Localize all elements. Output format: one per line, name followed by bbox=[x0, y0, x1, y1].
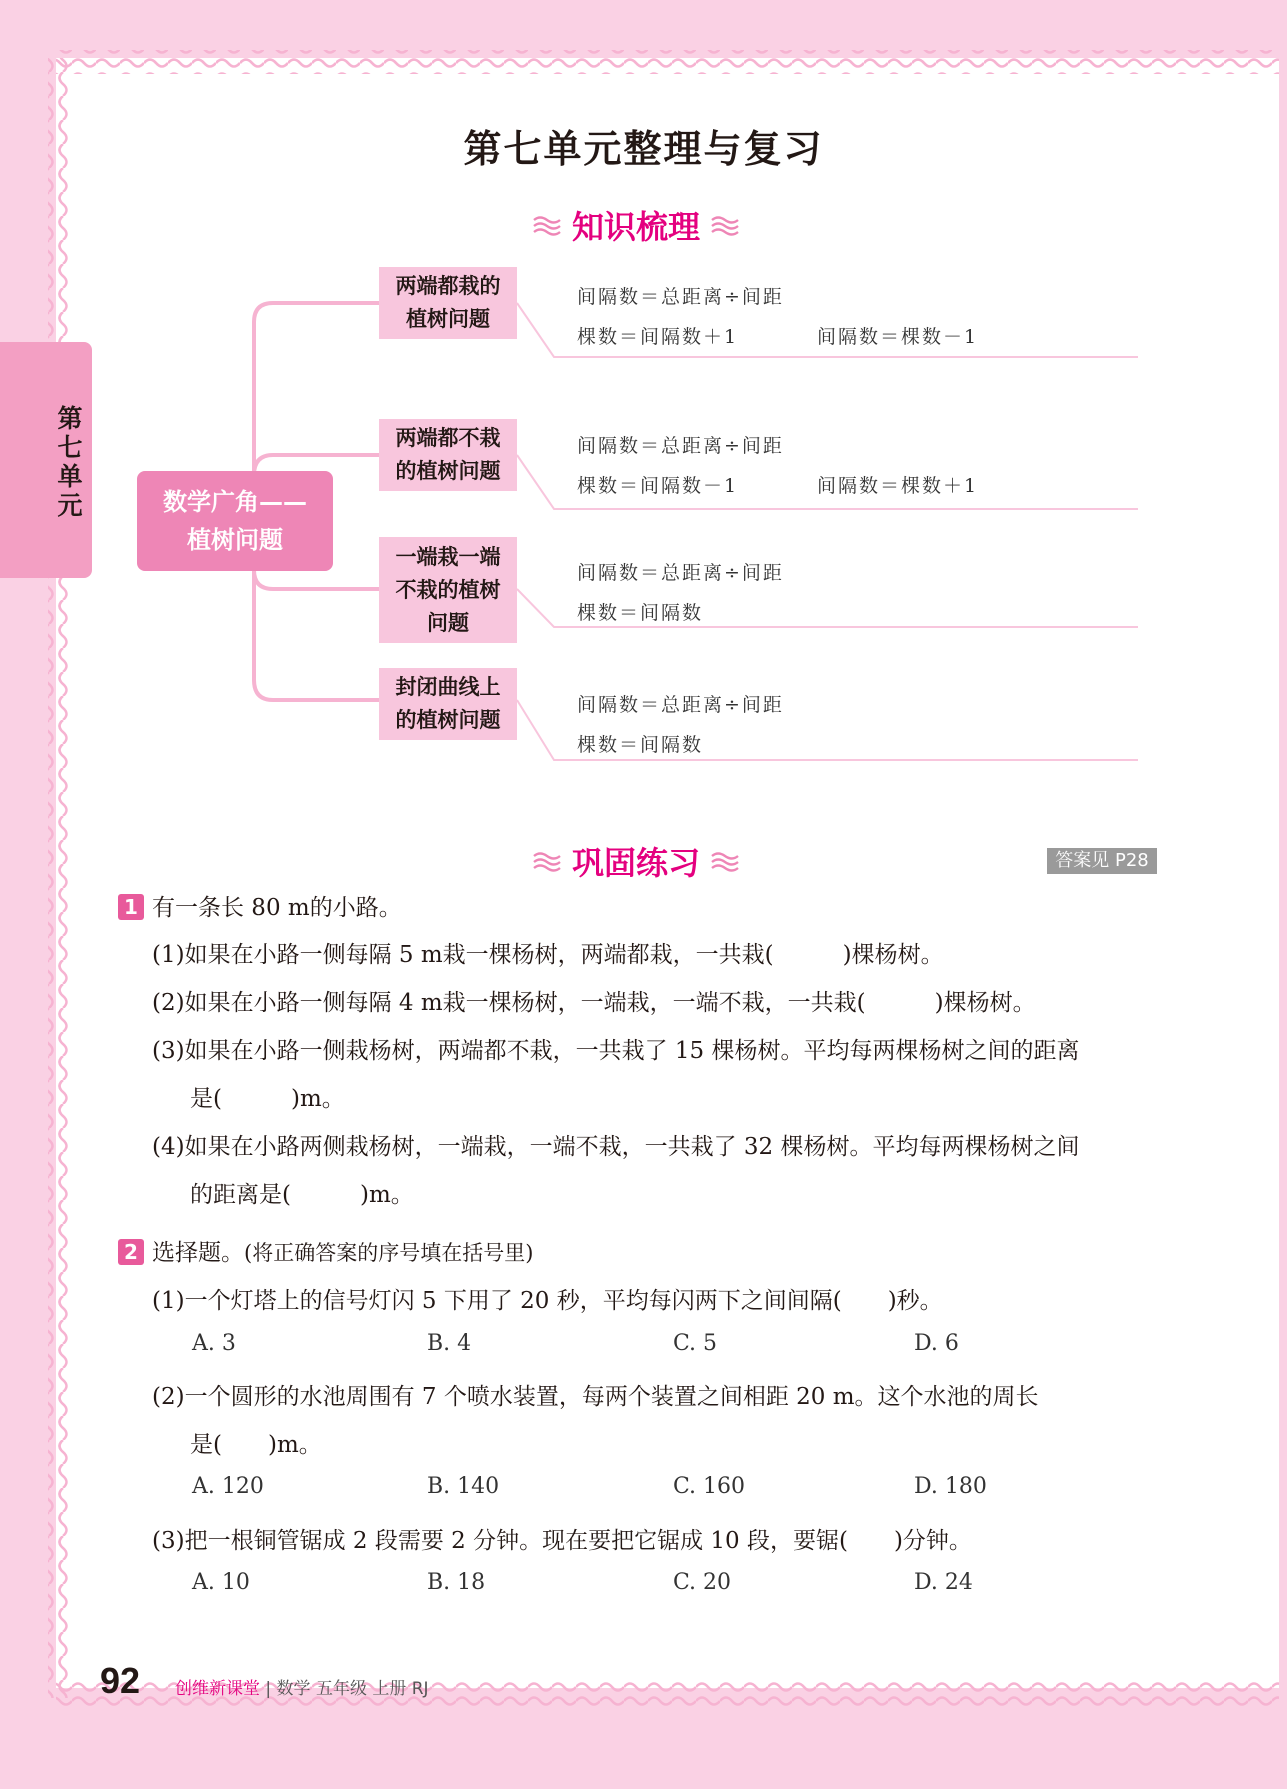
branch-label-line: 的植树问题 bbox=[395, 459, 501, 483]
option: D. 6 bbox=[914, 1331, 959, 1356]
section-knowledge-title: 知识梳理 bbox=[572, 208, 701, 246]
question-2-stem bbox=[118, 1234, 533, 1267]
formula: 棵数＝间隔数 bbox=[577, 602, 704, 624]
formula: 间隔数＝总距离÷间距 bbox=[577, 562, 784, 584]
section-practice-title: 巩固练习 bbox=[572, 844, 701, 882]
mindmap-connectors bbox=[0, 0, 1287, 800]
branch-label-line: 两端都不栽 bbox=[395, 426, 501, 450]
mindmap-branch bbox=[379, 668, 517, 740]
branch-label-line: 一端栽一端 bbox=[395, 544, 501, 569]
question-2-text: 选择题。 bbox=[152, 1240, 244, 1266]
formula: 间隔数＝总距离÷间距 bbox=[577, 435, 784, 457]
question-line: 是( )m。 bbox=[190, 1432, 322, 1458]
formula: 棵数＝间隔数 bbox=[577, 734, 704, 756]
mindmap-root bbox=[137, 471, 333, 571]
question-line: (2)如果在小路一侧每隔 4 m栽一棵杨树，一端栽，一端不栽，一共栽( )棵杨树。 bbox=[152, 990, 1036, 1016]
question-line: (1)一个灯塔上的信号灯闪 5 下用了 20 秒，平均每闪两下之间间隔( )秒。 bbox=[152, 1288, 943, 1314]
option: B. 18 bbox=[427, 1570, 486, 1595]
question-line: 是( )m。 bbox=[190, 1086, 345, 1112]
option: C. 160 bbox=[673, 1474, 746, 1499]
question-line: 的距离是( )m。 bbox=[190, 1182, 414, 1208]
branch-label-line: 的植树问题 bbox=[395, 708, 501, 732]
branch-label-line: 不栽的植树 bbox=[395, 577, 501, 602]
branch-label-line: 植树问题 bbox=[406, 307, 490, 331]
question-1-number: 1 bbox=[118, 894, 144, 920]
formula: 棵数＝间隔数＋1 bbox=[577, 326, 739, 348]
question-line: (2)一个圆形的水池周围有 7 个喷水装置，每两个装置之间相距 20 m。这个水池的周长 bbox=[152, 1384, 1039, 1410]
page-title: 第七单元整理与复习 bbox=[463, 127, 824, 171]
mindmap-branch bbox=[379, 267, 517, 339]
option: A. 120 bbox=[192, 1474, 264, 1499]
option: B. 140 bbox=[427, 1474, 500, 1499]
question-1-text: 有一条长 80 m的小路。 bbox=[152, 895, 402, 921]
mindmap-root-line1: 数学广角—— bbox=[163, 488, 307, 516]
page-number: 92 bbox=[100, 1660, 141, 1701]
wave-left-icon bbox=[532, 850, 562, 872]
question-2-number: 2 bbox=[118, 1239, 144, 1265]
section-practice-heading bbox=[532, 838, 740, 884]
branch-label-line: 封闭曲线上 bbox=[395, 675, 501, 699]
option: B. 4 bbox=[427, 1331, 472, 1356]
footer-details: | 数学 五年级 上册 RJ bbox=[265, 1679, 429, 1699]
option: A. 10 bbox=[192, 1570, 250, 1595]
branch-label-line: 两端都栽的 bbox=[395, 274, 501, 298]
option: C. 20 bbox=[673, 1570, 732, 1595]
answer-reference-badge: 答案见 P28 bbox=[1047, 848, 1157, 874]
option: C. 5 bbox=[673, 1331, 718, 1356]
footer-brand: 创维新课堂 bbox=[175, 1679, 260, 1699]
formula: 间隔数＝棵数＋1 bbox=[817, 475, 979, 497]
question-line: (3)把一根铜管锯成 2 段需要 2 分钟。现在要把它锯成 10 段，要锯( )分钟。 bbox=[152, 1528, 972, 1554]
footer-info bbox=[175, 1674, 429, 1699]
branch-label-line: 问题 bbox=[427, 610, 469, 635]
side-tab-label: 第七单元 bbox=[57, 404, 83, 520]
question-2-note: (将正确答案的序号填在括号里) bbox=[244, 1241, 534, 1265]
question-line: (4)如果在小路两侧栽杨树，一端栽，一端不栽，一共栽了 32 棵杨树。平均每两棵杨树之间 bbox=[152, 1134, 1080, 1160]
mindmap-branch bbox=[379, 419, 517, 491]
option: D. 24 bbox=[914, 1570, 973, 1595]
mindmap-root-line2: 植树问题 bbox=[187, 526, 283, 554]
wave-right-icon bbox=[710, 850, 740, 872]
option: D. 180 bbox=[914, 1474, 987, 1499]
mindmap-branch bbox=[379, 537, 517, 643]
formula: 间隔数＝总距离÷间距 bbox=[577, 694, 784, 716]
option: A. 3 bbox=[192, 1331, 236, 1356]
question-line: (1)如果在小路一侧每隔 5 m栽一棵杨树，两端都栽，一共栽( )棵杨树。 bbox=[152, 942, 944, 968]
question-line: (3)如果在小路一侧栽杨树，两端都不栽，一共栽了 15 棵杨树。平均每两棵杨树之间的距离 bbox=[152, 1038, 1080, 1064]
formula: 棵数＝间隔数－1 bbox=[577, 475, 739, 497]
question-1-stem bbox=[118, 889, 402, 922]
formula: 间隔数＝棵数－1 bbox=[817, 326, 979, 348]
formula: 间隔数＝总距离÷间距 bbox=[577, 286, 784, 308]
